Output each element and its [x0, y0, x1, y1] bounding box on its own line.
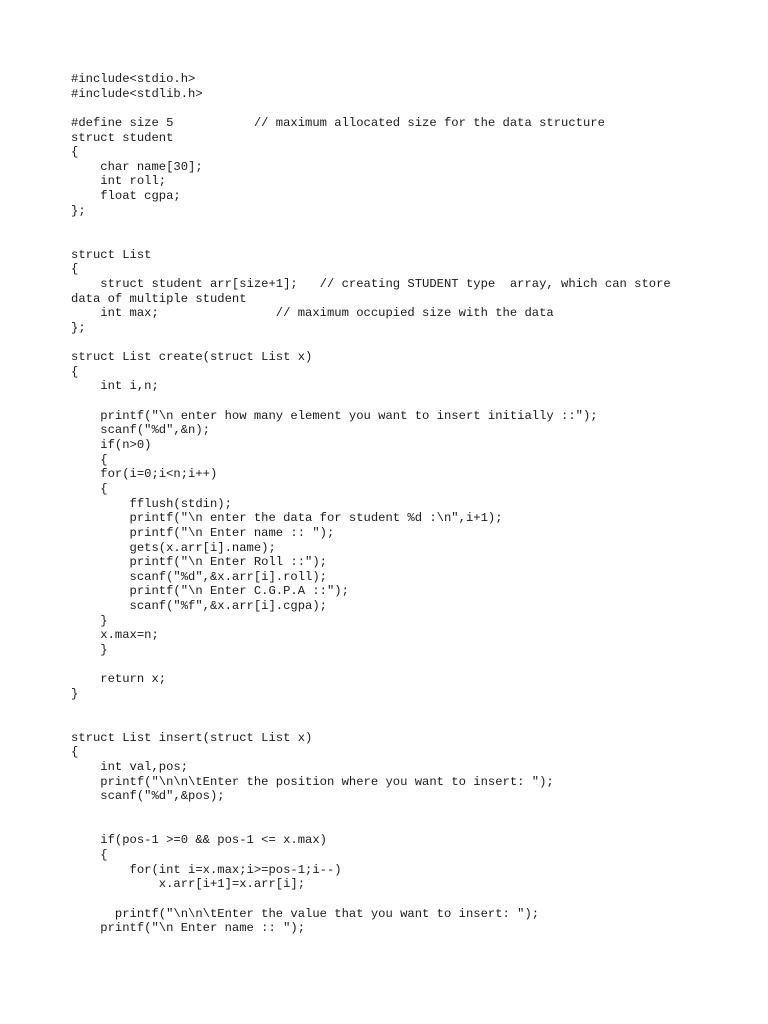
code-line: x.max=n;: [71, 628, 159, 643]
code-line: struct List insert(struct List x): [71, 730, 313, 745]
code-line: printf("\n Enter name :: ");: [71, 525, 335, 540]
code-line: scanf("%f",&x.arr[i].cgpa);: [71, 599, 327, 614]
code-line: {: [71, 847, 108, 862]
code-line: return x;: [71, 672, 167, 687]
code-line: int roll;: [71, 174, 167, 189]
code-line: }: [71, 686, 79, 701]
code-line: if(n>0): [71, 438, 152, 453]
code-line: printf("\n Enter Roll ::");: [71, 555, 327, 570]
code-listing: [71, 72, 761, 936]
code-line: {: [71, 262, 79, 277]
code-line: scanf("%d",&n);: [71, 423, 210, 438]
code-line: [71, 892, 761, 907]
code-line: }: [71, 613, 108, 628]
code-line: [71, 233, 761, 248]
code-line: x.arr[i+1]=x.arr[i];: [71, 877, 306, 892]
code-line: };: [71, 203, 86, 218]
code-line: [71, 101, 761, 116]
code-line: #include<stdlib.h>: [71, 86, 203, 101]
code-line: printf("\n\n\tEnter the value that you want to insert: ");: [71, 906, 540, 921]
code-line: #define size 5 // maximum allocated size for the data structure: [71, 115, 605, 130]
code-line: float cgpa;: [71, 189, 181, 204]
code-line: {: [71, 481, 108, 496]
code-line: printf("\n Enter name :: ");: [71, 921, 306, 936]
code-line: scanf("%d",&pos);: [71, 789, 225, 804]
code-line: printf("\n\n\tEnter the position where you want to insert: ");: [71, 774, 554, 789]
code-line: [71, 658, 761, 673]
code-line: [71, 218, 761, 233]
code-line: int val,pos;: [71, 760, 189, 775]
code-line: [71, 716, 761, 731]
code-line: fflush(stdin);: [71, 496, 232, 511]
code-line: scanf("%d",&x.arr[i].roll);: [71, 569, 327, 584]
code-line: printf("\n enter how many element you want to insert initially ::");: [71, 408, 598, 423]
code-line: [71, 804, 761, 819]
code-line: printf("\n enter the data for student %d :\n",i+1);: [71, 511, 503, 526]
code-line: if(pos-1 >=0 && pos-1 <= x.max): [71, 833, 327, 848]
code-line: {: [71, 364, 79, 379]
code-line: [71, 336, 761, 351]
code-line: {: [71, 745, 79, 760]
code-line: };: [71, 320, 86, 335]
code-line: #include<stdio.h>: [71, 72, 196, 86]
code-line: {: [71, 145, 79, 160]
code-line: struct student: [71, 130, 174, 145]
code-line: int i,n;: [71, 379, 159, 394]
code-line: struct student arr[size+1]; // creating STUDENT type array, which can store: [71, 276, 671, 291]
code-line: [71, 819, 761, 834]
code-line: struct List create(struct List x): [71, 350, 313, 365]
code-line: }: [71, 642, 108, 657]
code-line: printf("\n Enter C.G.P.A ::");: [71, 584, 349, 599]
code-line: {: [71, 452, 108, 467]
code-line: [71, 394, 761, 409]
code-line: char name[30];: [71, 159, 203, 174]
code-line: gets(x.arr[i].name);: [71, 540, 276, 555]
code-line: struct List: [71, 247, 152, 262]
code-line: for(i=0;i<n;i++): [71, 467, 218, 482]
code-line: int max; // maximum occupied size with the data: [71, 306, 554, 321]
code-line: [71, 702, 761, 717]
code-line: data of multiple student: [71, 291, 247, 306]
code-line: for(int i=x.max;i>=pos-1;i--): [71, 862, 342, 877]
